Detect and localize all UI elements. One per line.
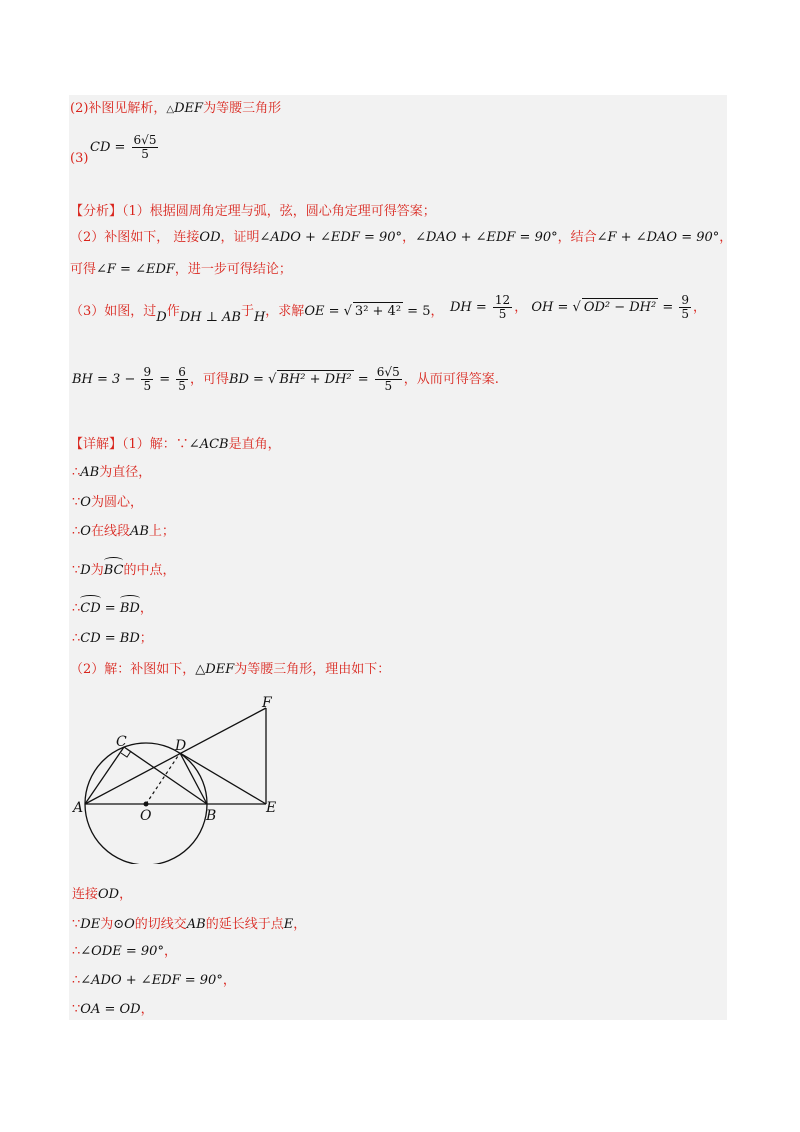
fraction: $\frac{6√5}{5}$ bbox=[133, 133, 157, 161]
analysis-3: 可得∠F = ∠EDF，进一步可得结论； bbox=[70, 262, 292, 277]
detail-9: 连接OD， bbox=[72, 887, 133, 902]
label-o: O bbox=[140, 808, 152, 824]
arc-bd: BD bbox=[119, 601, 140, 616]
detail-10: ∵DE为⊙O的切线交AB的延长线于点E， bbox=[72, 917, 307, 932]
detail-11: ∴∠ODE = 90°， bbox=[72, 944, 177, 959]
point-o bbox=[144, 802, 149, 807]
line-ac bbox=[85, 747, 124, 804]
label-d: D bbox=[175, 738, 187, 754]
answer-3-number: (3) bbox=[70, 151, 89, 166]
label-b: B bbox=[206, 808, 217, 824]
detail-5: ∵D为BC的中点， bbox=[72, 563, 176, 578]
detail-2: ∴AB为直径， bbox=[72, 465, 152, 480]
detail-8: （2）解：补图如下，△DEF为等腰三角形，理由如下： bbox=[70, 662, 391, 677]
label-e: E bbox=[266, 800, 277, 816]
analysis-2: （2）补图如下， 连接OD，证明∠ADO + ∠EDF = 90°，∠DAO + ∠EDF = 90°，结合∠F + ∠DAO = 90°， bbox=[70, 230, 733, 245]
text: 为等腰三角形 bbox=[203, 101, 282, 116]
arc-cd: CD bbox=[80, 601, 101, 616]
triangle-def: DEF bbox=[174, 101, 204, 116]
geometry-figure bbox=[70, 694, 290, 864]
detail-7: ∴CD = BD； bbox=[72, 631, 153, 646]
label-a: A bbox=[73, 800, 84, 816]
line-af bbox=[85, 708, 266, 804]
label-c: C bbox=[116, 734, 127, 750]
detail-6: ∴CD = BD， bbox=[72, 601, 153, 616]
detail-1: 【详解】（1）解：∵∠ACB是直角， bbox=[70, 437, 281, 452]
analysis-tag: 【分析】 bbox=[70, 204, 123, 219]
right-angle-mark bbox=[121, 751, 131, 757]
detail-tag: 【详解】 bbox=[70, 437, 123, 452]
answer-2: (2)补图见解析，△DEF为等腰三角形 bbox=[70, 101, 282, 116]
analysis-1 bbox=[70, 203, 436, 221]
line-od bbox=[146, 753, 180, 804]
line-cb bbox=[124, 747, 207, 804]
detail-3: ∵O为圆心， bbox=[72, 495, 143, 510]
text: (2)补图见解析， bbox=[70, 101, 167, 116]
detail-13: ∵OA = OD， bbox=[72, 1002, 154, 1017]
label-f: F bbox=[262, 695, 272, 711]
detail-4: ∴O在线段AB上； bbox=[72, 524, 175, 539]
arc-bc: BC bbox=[103, 563, 124, 578]
cd-symbol: CD bbox=[90, 140, 111, 155]
analysis-5: BH = 3 − $\frac{9}{5}$ = $\frac{6}{5}$ ，可得BD = √ BH² + DH² = $\frac{6√5}{5}$ ，从而可得答案. bbox=[72, 365, 499, 393]
detail-12: ∴∠ADO + ∠EDF = 90°， bbox=[72, 973, 236, 988]
text: （1）根据圆周角定理与弧，弦，圆心角定理可得答案； bbox=[122, 204, 436, 219]
